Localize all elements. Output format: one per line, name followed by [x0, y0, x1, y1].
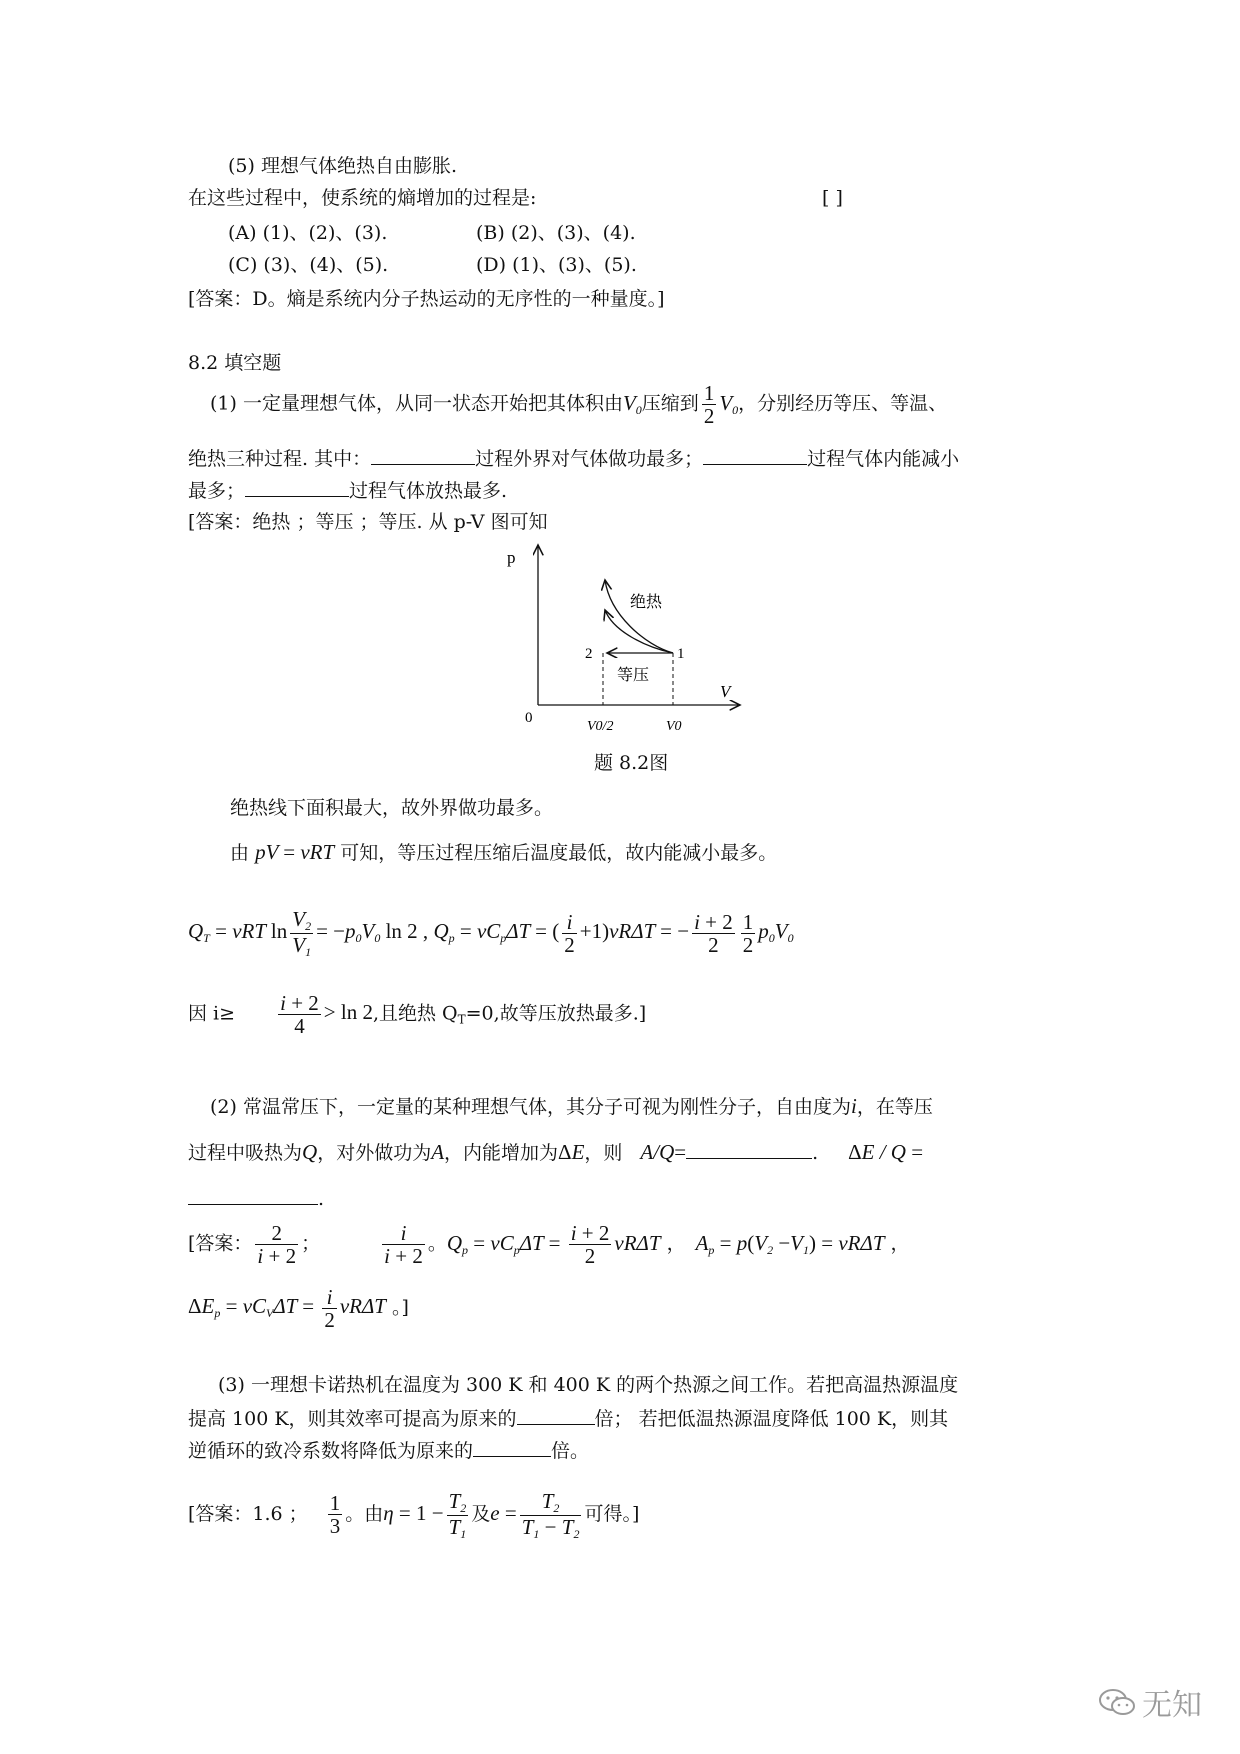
- q2-line2: 过程中吸热为Q，对外做功为A，内能增加为ΔE，则 A/Q= . ΔE / Q =: [188, 1140, 924, 1164]
- origin-label: 0: [525, 710, 533, 726]
- point-2-label: 2: [585, 646, 593, 662]
- adiabatic-label: 绝热: [630, 594, 663, 611]
- isobaric-label: 等压: [617, 667, 650, 684]
- blank-1[interactable]: [371, 446, 475, 465]
- q2-line3: .: [188, 1186, 324, 1211]
- q2-answer-2: $\Delta E_p = \nu C_V\Delta T$ = $\frac{i}{2}$ νRΔT 。]: [188, 1285, 409, 1333]
- adiabatic-curve: [605, 580, 673, 653]
- question-text: 在这些过程中，使系统的熵增加的过程是:: [188, 187, 537, 209]
- v0-symbol: $V_0$: [622, 390, 642, 417]
- q2-answer: [答案： $\frac{2}{i + 2}$ ； $\frac{i}{i + 2}$ 。$Q_p = \nu C_p\Delta T$ = $\frac{i + 2}{2}$ νRΔT ， $A_p = p(V_2 -V_1) = \nu R\Delta T$ ，: [188, 1221, 910, 1269]
- blank-4[interactable]: [686, 1140, 812, 1159]
- blank-5[interactable]: [188, 1186, 318, 1205]
- q1-answer: [答案：绝热 ；等压 ；等压. 从 p-V 图可知: [188, 511, 548, 533]
- option-b: (B) (2)、(3)、(4).: [476, 222, 636, 244]
- wechat-icon: [1098, 1687, 1136, 1717]
- half-fraction: $\frac{1}{2}$: [703, 381, 715, 429]
- ideal-gas-law: pV = νRT: [255, 840, 335, 864]
- q1-line1: (1) 一定量理想气体，从同一状态开始把其体积由$V_0$压缩到 $\frac{1}{2}$ $V_0$，分别经历等压、等温、: [210, 381, 948, 429]
- item-5: (5) 理想气体绝热自由膨胀.: [228, 155, 457, 177]
- axis-v-label: V: [720, 682, 731, 701]
- section-heading: 8.2 填空题: [188, 352, 282, 374]
- pv-diagram: [495, 535, 755, 745]
- q3-line3: 逆循环的致冷系数将降低为原来的 倍。: [188, 1440, 590, 1462]
- q3-line2: 提高 100 K，则其效率可提高为原来的 倍； 若把低温热源温度降低 100 K，则其: [188, 1408, 949, 1430]
- q3-answer: [答案：1.6 ； $\frac{1}{3}$ 。由η = 1 − $\frac{T_2}{T_1}$ 及e = $\frac{T_2}{T_1 - T_2}$ 可得。]: [188, 1489, 640, 1541]
- q1-note-2: 由 pV = νRT 可知，等压过程压缩后温度最低，故内能减小最多。: [230, 840, 778, 864]
- option-c: (C) (3)、(4)、(5).: [228, 254, 389, 276]
- q1-note-3: 因 i≥ $\frac{i + 2}{4}$ > ln 2,且绝热 $Q_T=0$,故等压放热最多.]: [188, 991, 647, 1039]
- option-a: (A) (1)、(2)、(3).: [228, 222, 388, 244]
- watermark-text: 无知: [1142, 1688, 1202, 1723]
- isothermal-curve: [605, 610, 673, 653]
- q1-line2: 绝热三种过程. 其中： 过程外界对气体做功最多； 过程气体内能减小: [188, 448, 960, 470]
- option-d: (D) (1)、(3)、(5).: [476, 254, 637, 276]
- q1-note-1: 绝热线下面积最大，故外界做功最多。: [230, 797, 554, 819]
- q2-line1: (2) 常温常压下，一定量的某种理想气体，其分子可视为刚性分子，自由度为i，在等压: [210, 1094, 933, 1118]
- point-1-label: 1: [677, 646, 685, 662]
- axis-p-label: p: [507, 548, 516, 567]
- watermark: [1098, 1680, 1202, 1724]
- heat-equation: $Q_T = \nu RT$ ln $\frac{V_2}{V_1}$ = $-p_0V_0$ ln 2 , $Q_p = \nu C_p\Delta T$ = ( $\frac{i}{2}$ +1)νRΔT = − $\frac{i + 2}{2}$ $\frac{1}{2}$ $p_0V_0$: [188, 907, 794, 959]
- q3-line1: (3) 一理想卡诺热机在温度为 300 K 和 400 K 的两个热源之间工作。若把高温热源温度: [218, 1374, 959, 1396]
- figure-caption: 题 8.2图: [594, 752, 669, 774]
- answer-8-1-5: [答案：D。熵是系统内分子热运动的无序性的一种量度。]: [188, 288, 665, 310]
- tick-v0: V0: [666, 719, 682, 734]
- q1-line3: 最多； 过程气体放热最多.: [188, 480, 508, 502]
- blank-2[interactable]: [703, 446, 807, 465]
- tick-v0-half: V0/2: [587, 719, 614, 734]
- answer-bracket: [ ]: [822, 187, 843, 209]
- blank-6[interactable]: [517, 1406, 595, 1425]
- blank-3[interactable]: [245, 478, 349, 497]
- blank-7[interactable]: [473, 1438, 551, 1457]
